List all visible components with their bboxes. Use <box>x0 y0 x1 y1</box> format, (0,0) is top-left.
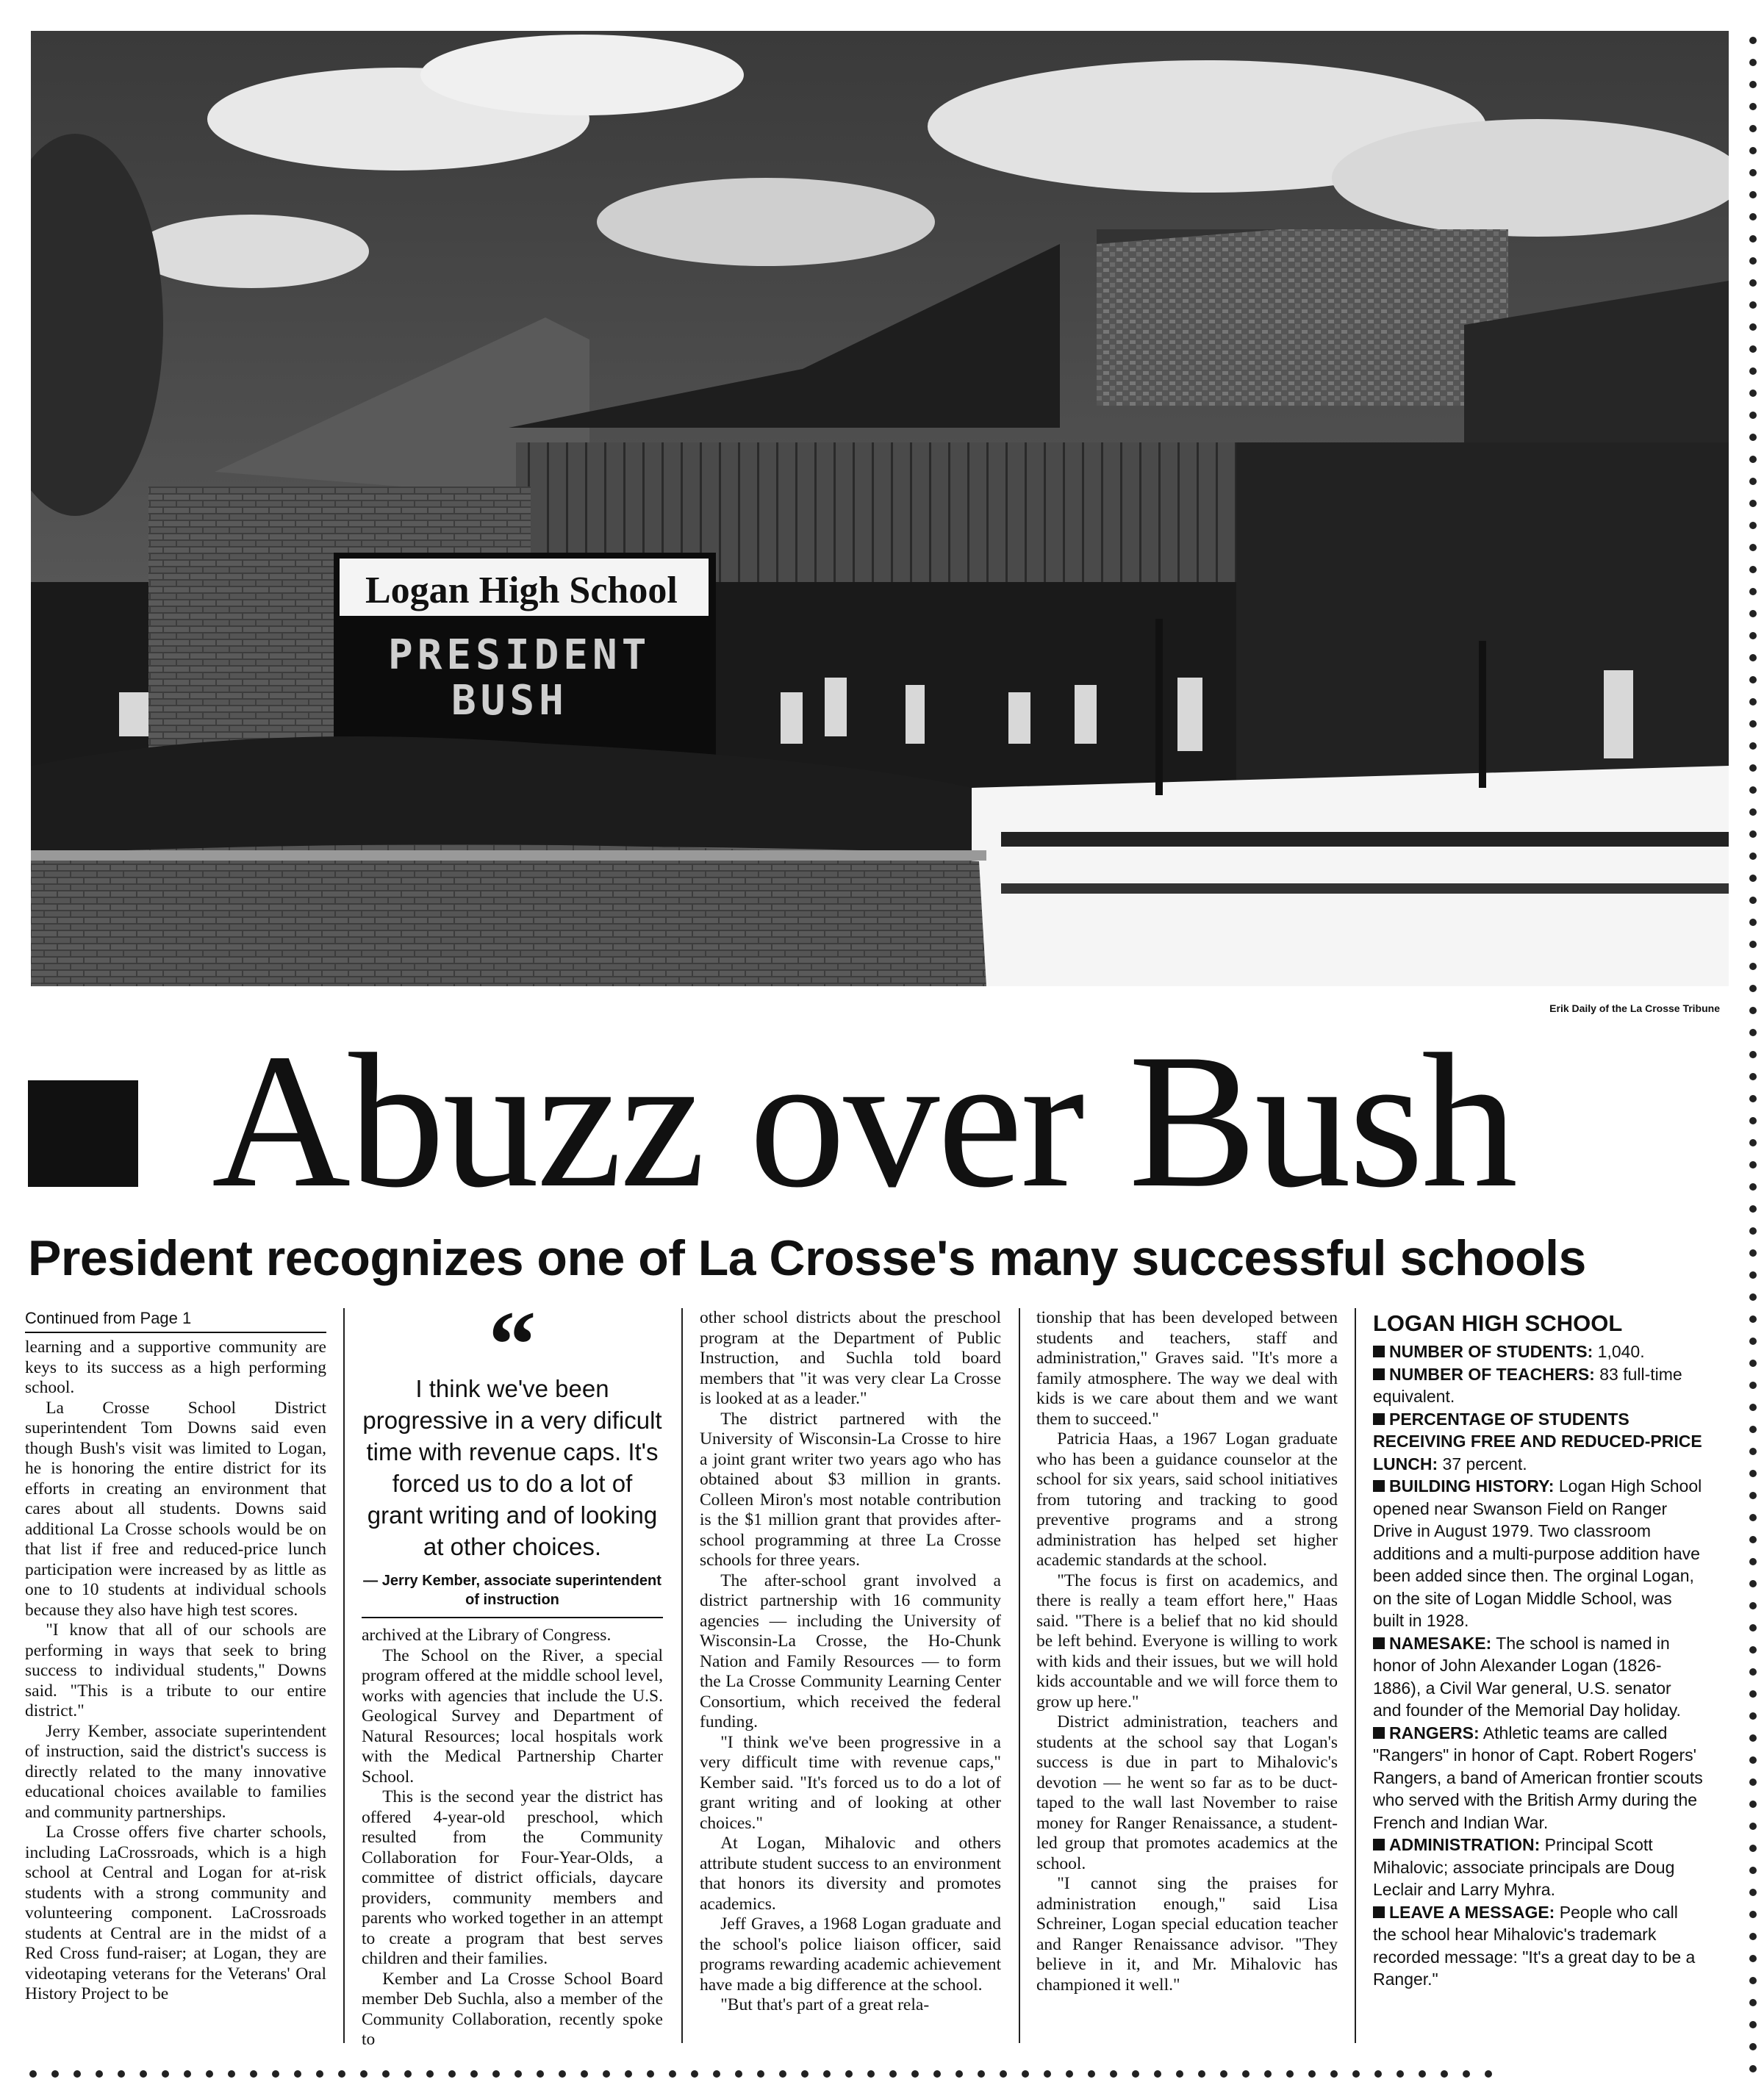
square-bullet-icon <box>1373 1727 1385 1739</box>
fact-text: Athletic teams are called "Rangers" in honor of Capt. Robert Rogers' Rangers, a band of American frontier scouts who served with the British Army during the French and Indian War. <box>1373 1723 1703 1832</box>
article-paragraph: learning and a supportive community are keys to its success as a high performing school. <box>25 1338 326 1397</box>
continued-from-page: Continued from Page 1 <box>25 1308 326 1333</box>
fact-text: Principal Scott Mihalovic; associate principals are Doug Leclair and Larry Myhra. <box>1373 1835 1675 1899</box>
article-column-3 <box>700 1308 1001 2016</box>
square-bullet-icon <box>1373 1346 1385 1357</box>
sign-marquee-line2: BUSH <box>451 677 568 725</box>
fact-label: RANGERS: <box>1389 1723 1480 1742</box>
deck-subheadline: President recognizes one of La Crosse's many successful schools <box>28 1230 1586 1286</box>
pull-quote: I think we've been progressive in a very dificult time with revenue caps. It's forced us to do a lot of grant writing and of looking at other choices. <box>362 1375 662 1560</box>
article-paragraph: tionship that has been developed between students and teachers, staff and administration," Graves said. "It's more a family atmosphere. The way we deal with kids is we care about them and we want them to succeed." <box>1036 1308 1338 1429</box>
article-paragraph: La Crosse School District superintendent Tom Downs said even though Bush's visit was limited to Logan, he is honoring the entire district for its efforts in creating an environment that cares about all students. Downs said additional La Crosse schools would be on that list if free and reduced-price lunch participation were increased by as little as one to 10 students at individual schools because they also have high test scores. <box>25 1398 326 1620</box>
article-paragraph: The School on the River, a special program offered at the middle school level, works with agencies that include the U.S. Geological Survey and Department of Natural Resources; local hospitals work with the Medical Partnership Charter School. <box>362 1645 663 1787</box>
fact-item <box>1373 1722 1704 1834</box>
fact-label: NAMESAKE: <box>1389 1633 1492 1653</box>
article-column-1 <box>25 1308 326 2005</box>
fact-item <box>1373 1834 1704 1901</box>
article-paragraph: "But that's part of a great rela- <box>720 1995 930 2014</box>
fact-text: The school is named in honor of John Alexander Logan (1826-1886), a Civil War general, U.S. senator and founder of the Memorial Day holiday. <box>1373 1633 1681 1720</box>
fact-text: 37 percent. <box>1442 1454 1527 1473</box>
article-paragraph: "The focus is first on academics, and there is really a team effort here," Haas said. "There is a belief that no kid should be left behind. Everyone is willing to work with kids and their issues, but we will hold kids accountable and we will force them to grow up here." <box>1036 1571 1338 1712</box>
article-paragraph: other school districts about the preschool program at the Department of Public Instruction, and Suchla told board members that "it was very clear La Crosse is looked at as a leader." <box>700 1308 1001 1408</box>
fact-label: PERCENTAGE OF STUDENTS RECEIVING FREE AND REDUCED-PRICE LUNCH: <box>1373 1409 1702 1473</box>
fact-box-logan-high-school <box>1373 1310 1704 1991</box>
headline-square-bullet <box>28 1080 138 1187</box>
fact-text: 1,040. <box>1597 1342 1645 1361</box>
photo-logan-high-school <box>31 31 1729 986</box>
article-paragraph: Jeff Graves, a 1968 Logan graduate and the school's police liaison officer, said programs rewarding academic achievement have made a big difference at the school. <box>700 1914 1001 1995</box>
page-edge-dots-bottom <box>22 2069 1492 2079</box>
sign-marquee-line1: PRESIDENT <box>388 631 651 679</box>
fact-text: Logan High School opened near Swanson Field on Ranger Drive in August 1979. Two classroom additions and a multi-purpose addition have been added since then. The orginal Logan, on the site of Logan Middle School, was built in 1928. <box>1373 1476 1702 1630</box>
article-paragraph: archived at the Library of Congress. <box>362 1626 612 1645</box>
square-bullet-icon <box>1373 1906 1385 1918</box>
article-column-2 <box>362 1292 663 2050</box>
column-rule <box>1019 1308 1020 2043</box>
article-paragraph: "I know that all of our schools are performing in ways that seek to bring success to individual students," Downs said. "This is a tribute to our entire district." <box>25 1620 326 1720</box>
fact-text: 83 full-time equivalent. <box>1373 1364 1682 1406</box>
article-paragraph: Patricia Haas, a 1967 Logan graduate who has been a guidance counselor at the school for six years, said school initiatives from tutoring and tracking to good preventive programs and a strong administration has helped set higher academic standards at the school. <box>1036 1429 1338 1570</box>
fact-label: NUMBER OF STUDENTS: <box>1389 1342 1593 1361</box>
article-paragraph: This is the second year the district has offered 4-year-old preschool, which resulted from the Community Collaboration for Four-Year-Olds, a committee of district officials, daycare providers, community members and parents who worked together in an attempt to create a program that best serves children and their families. <box>362 1787 663 1968</box>
fact-text: People who call the school hear Mihalovic's trademark recorded message: "It's a great day to be a Ranger." <box>1373 1902 1696 1989</box>
fact-label: ADMINISTRATION: <box>1389 1835 1541 1854</box>
article-paragraph: "I think we've been progressive in a very difficult time with revenue caps," Kember said. "It's forced us to do a lot of grant writing and of looking at other choices." <box>700 1732 1001 1833</box>
square-bullet-icon <box>1373 1839 1385 1851</box>
headline: Abuzz over Bush <box>212 1014 1516 1227</box>
fact-item <box>1373 1632 1704 1722</box>
photo-credit: Erik Daily of the La Crosse Tribune <box>1549 1002 1720 1014</box>
fact-item <box>1373 1340 1704 1363</box>
article-paragraph: The district partnered with the University of Wisconsin-La Crosse to hire a joint grant writer two years ago who has obtained about $3 million in grants. Colleen Miron's most notable contribution is the $1 million grant that provides after-school programming at three La Crosse schools for three years. <box>700 1409 1001 1570</box>
article-paragraph: "I cannot sing the praises for administration enough," said Lisa Schreiner, Logan special education teacher and Ranger Renaissance advisor. "They believe in it, and Mr. Mihalovic has championed it well." <box>1036 1874 1338 1995</box>
sign-school-name: Logan High School <box>365 570 678 611</box>
fact-item <box>1373 1408 1704 1476</box>
article-paragraph: At Logan, Mihalovic and others attribute student success to an environment that honors its diversity and promotes academics. <box>700 1834 1001 1914</box>
headline-block <box>28 1014 1733 1227</box>
fact-item <box>1373 1901 1704 1991</box>
column-rule <box>681 1308 683 2043</box>
article-paragraph: The after-school grant involved a district partnership with 16 community agencies — including the University of Wisconsin-La Crosse, the Ho-Chunk Nation and Family Resources — to form the La Crosse Community Learning Center Consortium, which received the federal funding. <box>700 1571 1001 1731</box>
photo-illustration <box>31 31 1729 986</box>
article-paragraph: Kember and La Crosse School Board member Deb Suchla, also a member of the Community Collaboration, recently spoke to <box>362 1969 663 2049</box>
article-paragraph: District administration, teachers and students at the school say that Logan's success is due in part to Mihalovic's devotion — he went so far as to be duct-taped to the wall last November to raise money for Ranger Renaissance, a student-led group that promotes academics at the school. <box>1036 1712 1338 1873</box>
fact-label: BUILDING HISTORY: <box>1389 1476 1555 1496</box>
fact-label: NUMBER OF TEACHERS: <box>1389 1364 1595 1384</box>
article-paragraph: La Crosse offers five charter schools, including LaCrossroads, which is a high school at Central and Logan for at-risk students with a strong community and volunteering component. LaCrossroads students at Central are in the midst of a Red Cross fund-raiser; at Logan, they are videotaping veterans for the Veterans' Oral History Project to be <box>25 1823 326 2003</box>
article-paragraph: Jerry Kember, associate superintendent of instruction, said the district's success is directly related to the many innovative educational choices available to families and community partnerships. <box>25 1721 326 1822</box>
page-edge-dots-right <box>1748 29 1758 2072</box>
fact-label: LEAVE A MESSAGE: <box>1389 1902 1555 1922</box>
quote-mark: “ <box>488 1292 537 1398</box>
column-rule <box>343 1308 345 2043</box>
fact-box-title: LOGAN HIGH SCHOOL <box>1373 1310 1623 1336</box>
column-rule <box>1355 1308 1356 2043</box>
pull-quote-attribution: — Jerry Kember, associate superintendent of instruction <box>362 1571 663 1618</box>
fact-item <box>1373 1475 1704 1632</box>
square-bullet-icon <box>1373 1480 1385 1492</box>
square-bullet-icon <box>1373 1413 1385 1425</box>
article-column-4 <box>1036 1308 1338 1995</box>
square-bullet-icon <box>1373 1637 1385 1649</box>
fact-item <box>1373 1363 1704 1408</box>
square-bullet-icon <box>1373 1368 1385 1380</box>
